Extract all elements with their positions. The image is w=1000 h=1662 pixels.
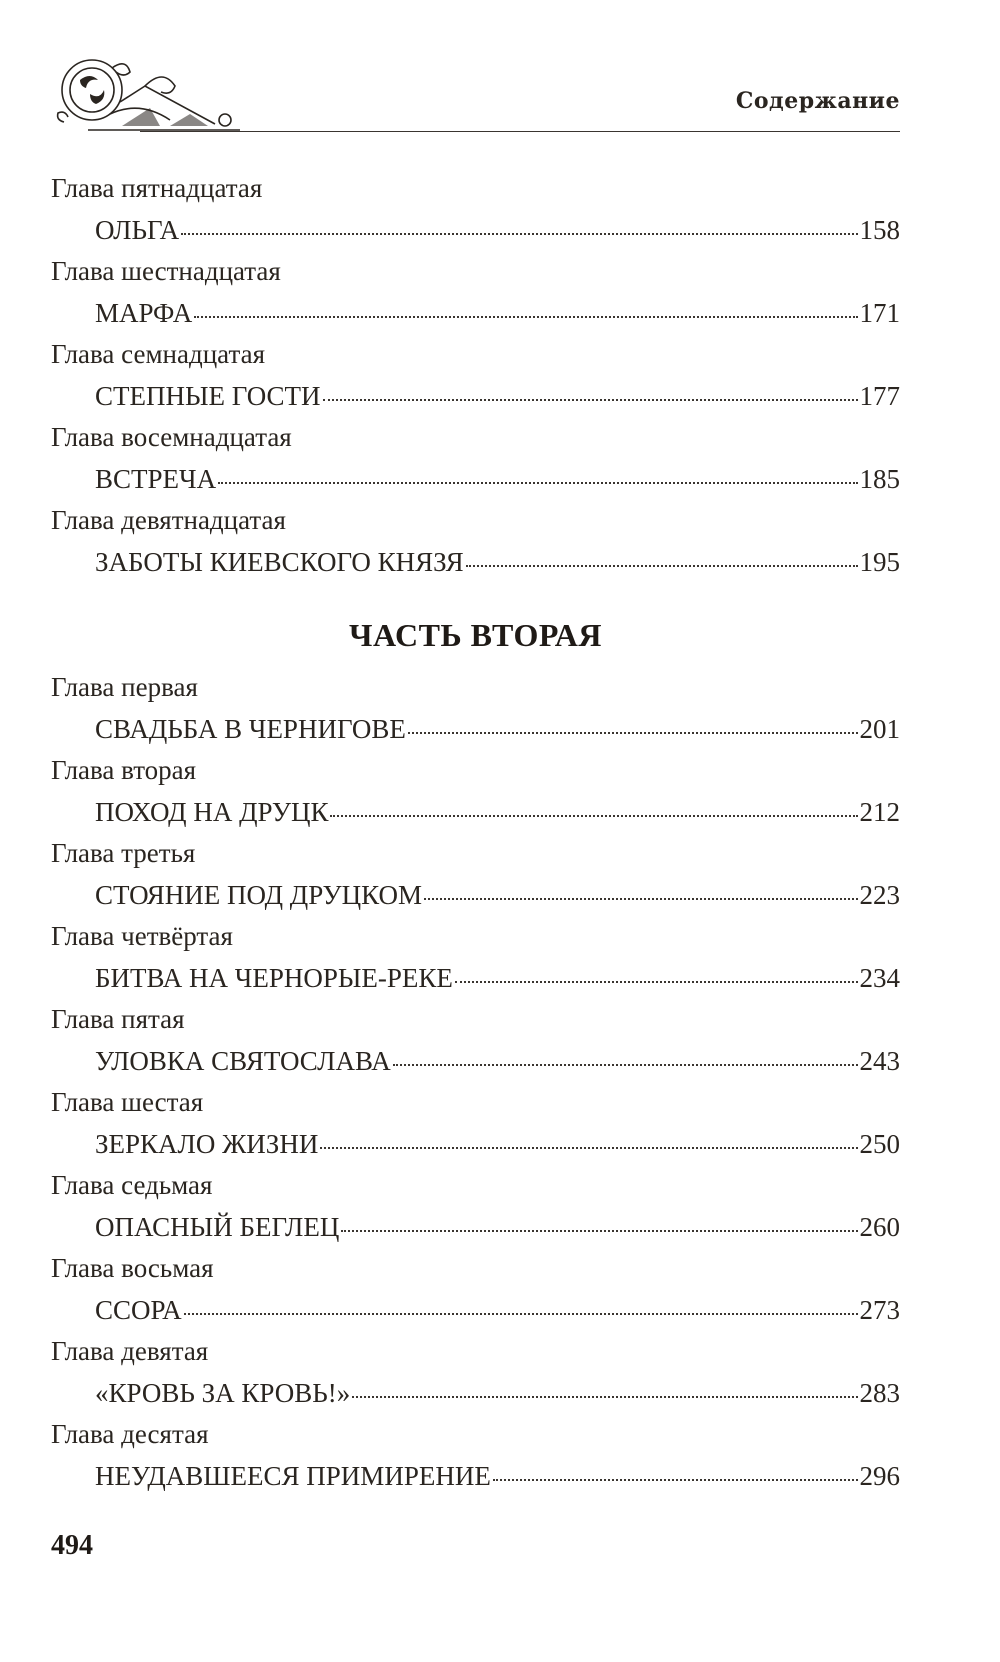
entry-title: УЛОВКА СВЯТОСЛАВА (95, 1045, 391, 1076)
entry-page: 250 (859, 1128, 900, 1159)
toc-entry[interactable] (51, 459, 900, 501)
entry-title: ЗЕРКАЛО ЖИЗНИ (95, 1128, 319, 1159)
toc-entry[interactable] (51, 958, 900, 1000)
dot-leader (341, 1230, 857, 1232)
entry-page: 296 (859, 1460, 900, 1491)
page-number: 494 (51, 1530, 93, 1561)
entry-title: СВАДЬБА В ЧЕРНИГОВЕ (95, 713, 406, 744)
entry-page: 177 (859, 380, 900, 411)
toc-entry[interactable] (51, 542, 900, 584)
entry-page: 158 (859, 214, 900, 245)
entry-title: ССОРА (95, 1294, 182, 1325)
dot-leader (393, 1064, 858, 1066)
entry-title: ПОХОД НА ДРУЦК (95, 796, 329, 827)
toc-entry[interactable] (51, 1456, 900, 1498)
chapter-label: Глава шестнадцатая (51, 256, 281, 286)
toc-entry[interactable] (51, 1373, 900, 1415)
chapter-label: Глава первая (51, 672, 198, 702)
chapter-label: Глава пятнадцатая (51, 173, 263, 203)
toc-entry[interactable] (51, 1041, 900, 1083)
entry-page: 234 (859, 962, 900, 993)
entry-page: 223 (859, 879, 900, 910)
entry-page: 201 (859, 713, 900, 744)
dot-leader (408, 732, 858, 734)
entry-title: НЕУДАВШЕЕСЯ ПРИМИРЕНИЕ (95, 1460, 491, 1491)
entry-page: 185 (859, 463, 900, 494)
dot-leader (352, 1396, 857, 1398)
dot-leader (218, 482, 857, 484)
toc-group-part-two (51, 667, 900, 1497)
entry-page: 273 (859, 1294, 900, 1325)
toc-entry[interactable] (51, 709, 900, 751)
toc-entry[interactable] (51, 1207, 900, 1249)
toc-group-part-one (51, 168, 900, 583)
dot-leader (194, 316, 857, 318)
dot-leader (184, 1313, 858, 1315)
toc-entry[interactable] (51, 293, 900, 335)
toc-entry[interactable] (51, 792, 900, 834)
dot-leader (330, 815, 857, 817)
entry-page: 195 (859, 546, 900, 577)
chapter-label: Глава восьмая (51, 1253, 214, 1283)
part-heading: ЧАСТЬ ВТОРАЯ (348, 617, 602, 653)
entry-page: 212 (859, 796, 900, 827)
entry-title: БИТВА НА ЧЕРНОРЫЕ-РЕКЕ (95, 962, 453, 993)
entry-page: 260 (859, 1211, 900, 1242)
chapter-label: Глава семнадцатая (51, 339, 265, 369)
entry-page: 171 (859, 297, 900, 328)
dot-leader (181, 233, 857, 235)
dot-leader (493, 1479, 858, 1481)
entry-title: ОПАСНЫЙ БЕГЛЕЦ (95, 1211, 340, 1242)
entry-title: ЗАБОТЫ КИЕВСКОГО КНЯЗЯ (95, 546, 464, 577)
toc-entry[interactable] (51, 210, 900, 252)
chapter-label: Глава восемнадцатая (51, 422, 292, 452)
chapter-label: Глава пятая (51, 1004, 185, 1034)
dot-leader (323, 399, 858, 401)
chapter-label: Глава седьмая (51, 1170, 213, 1200)
dot-leader (320, 1147, 857, 1149)
chapter-label: Глава вторая (51, 755, 197, 785)
toc-entry[interactable] (51, 1124, 900, 1166)
entry-title: СТОЯНИЕ ПОД ДРУЦКОМ (95, 879, 422, 910)
entry-page: 243 (859, 1045, 900, 1076)
scroll-ornament-icon (50, 52, 240, 138)
toc-entry[interactable] (51, 875, 900, 917)
chapter-label: Глава четвёртая (51, 921, 233, 951)
chapter-label: Глава шестая (51, 1087, 204, 1117)
entry-title: ОЛЬГА (95, 214, 180, 245)
toc-entry[interactable] (51, 1290, 900, 1332)
entry-title: СТЕПНЫЕ ГОСТИ (95, 380, 321, 411)
toc-entry[interactable] (51, 376, 900, 418)
running-head: Содержание (735, 88, 900, 114)
entry-page: 283 (859, 1377, 900, 1408)
table-of-contents (51, 168, 900, 1497)
chapter-label: Глава третья (51, 838, 196, 868)
chapter-label: Глава девятнадцатая (51, 505, 286, 535)
chapter-label: Глава десятая (51, 1419, 209, 1449)
entry-title: МАРФА (95, 297, 193, 328)
dot-leader (455, 981, 858, 983)
entry-title: ВСТРЕЧА (95, 463, 217, 494)
header-rule (140, 131, 900, 132)
dot-leader (424, 898, 858, 900)
dot-leader (466, 565, 858, 567)
chapter-label: Глава девятая (51, 1336, 209, 1366)
entry-title: «КРОВЬ ЗА КРОВЬ!» (95, 1377, 351, 1408)
